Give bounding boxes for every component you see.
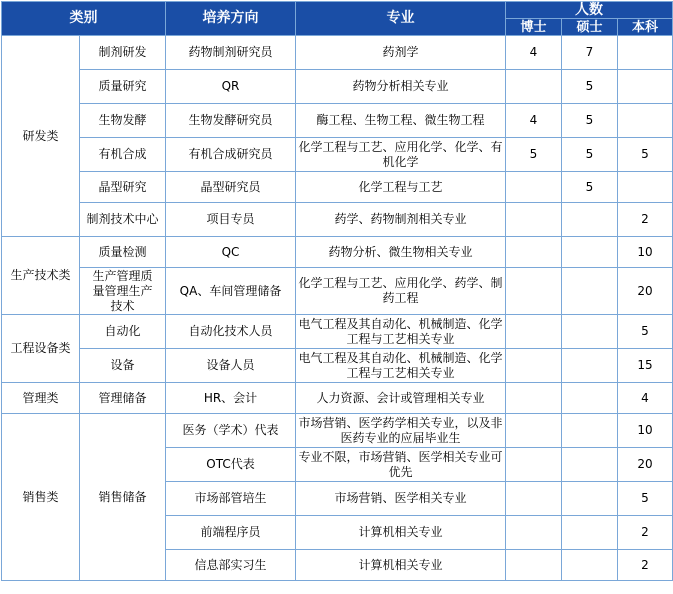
row-phd: [506, 172, 562, 203]
row-direction: 项目专员: [166, 203, 296, 237]
header-master: 硕士: [562, 19, 618, 36]
header-direction: 培养方向: [166, 2, 296, 36]
row-phd: [506, 550, 562, 581]
group-eng: 工程设备类: [2, 315, 80, 383]
row-phd: [506, 349, 562, 383]
row-bachelor: 2: [618, 516, 673, 550]
row-master: 5: [562, 138, 618, 172]
table-row: [2, 268, 673, 315]
row-direction: QC: [166, 237, 296, 268]
row-phd: [506, 268, 562, 315]
row-major: 人力资源、会计或管理相关专业: [296, 383, 506, 414]
row-sub: 生产管理质量管理生产技术: [80, 268, 166, 315]
row-phd: [506, 315, 562, 349]
row-major: 化学工程与工艺: [296, 172, 506, 203]
row-master: 5: [562, 104, 618, 138]
row-master: [562, 237, 618, 268]
header-phd: 博士: [506, 19, 562, 36]
row-direction: 信息部实习生: [166, 550, 296, 581]
row-direction: QA、车间管理储备: [166, 268, 296, 315]
row-sub: 晶型研究: [80, 172, 166, 203]
table-row: [2, 36, 673, 70]
row-direction: 设备人员: [166, 349, 296, 383]
row-direction: QR: [166, 70, 296, 104]
row-major: 计算机相关专业: [296, 516, 506, 550]
row-direction: 生物发酵研究员: [166, 104, 296, 138]
recruitment-table: [1, 1, 673, 581]
row-bachelor: 4: [618, 383, 673, 414]
row-phd: 4: [506, 104, 562, 138]
table-row: [2, 414, 673, 448]
row-sub: 制剂研发: [80, 36, 166, 70]
row-bachelor: [618, 70, 673, 104]
group-prod: 生产技术类: [2, 237, 80, 315]
table-row: [2, 203, 673, 237]
row-sub: 管理储备: [80, 383, 166, 414]
row-direction: 晶型研究员: [166, 172, 296, 203]
row-major: 酶工程、生物工程、微生物工程: [296, 104, 506, 138]
row-bachelor: 2: [618, 203, 673, 237]
group-rd: 研发类: [2, 36, 80, 237]
row-major: 药物分析相关专业: [296, 70, 506, 104]
row-bachelor: 20: [618, 448, 673, 482]
row-master: [562, 349, 618, 383]
table-row: [2, 315, 673, 349]
row-master: [562, 268, 618, 315]
row-bachelor: [618, 104, 673, 138]
header-count: 人数: [506, 2, 673, 19]
row-bachelor: 2: [618, 550, 673, 581]
row-master: [562, 482, 618, 516]
row-direction: 药物制剂研究员: [166, 36, 296, 70]
row-sub: 质量研究: [80, 70, 166, 104]
row-major: 市场营销、医学相关专业: [296, 482, 506, 516]
row-major: 化学工程与工艺、应用化学、化学、有机化学: [296, 138, 506, 172]
row-sub: 自动化: [80, 315, 166, 349]
header-bachelor: 本科: [618, 19, 673, 36]
row-direction: HR、会计: [166, 383, 296, 414]
row-phd: [506, 203, 562, 237]
row-direction: 市场部管培生: [166, 482, 296, 516]
row-sub: 销售储备: [80, 414, 166, 581]
table-row: [2, 70, 673, 104]
row-master: 7: [562, 36, 618, 70]
row-major: 药剂学: [296, 36, 506, 70]
row-major: 专业不限，市场营销、医学相关专业可优先: [296, 448, 506, 482]
row-bachelor: 5: [618, 482, 673, 516]
table-row: [2, 138, 673, 172]
row-direction: OTC代表: [166, 448, 296, 482]
row-phd: [506, 237, 562, 268]
row-direction: 医务（学术）代表: [166, 414, 296, 448]
row-phd: [506, 383, 562, 414]
header-category: 类别: [2, 2, 166, 36]
row-sub: 制剂技术中心: [80, 203, 166, 237]
row-direction: 前端程序员: [166, 516, 296, 550]
row-phd: 5: [506, 138, 562, 172]
row-master: [562, 516, 618, 550]
row-phd: 4: [506, 36, 562, 70]
row-sub: 生物发酵: [80, 104, 166, 138]
row-master: [562, 315, 618, 349]
table-row: [2, 237, 673, 268]
row-major: 电气工程及其自动化、机械制造、化学工程与工艺相关专业: [296, 349, 506, 383]
row-sub: 设备: [80, 349, 166, 383]
row-master: [562, 550, 618, 581]
row-phd: [506, 414, 562, 448]
row-bachelor: 10: [618, 414, 673, 448]
row-bachelor: 10: [618, 237, 673, 268]
row-master: [562, 383, 618, 414]
row-bachelor: [618, 172, 673, 203]
row-phd: [506, 448, 562, 482]
row-major: 电气工程及其自动化、机械制造、化学工程与工艺相关专业: [296, 315, 506, 349]
row-sub: 质量检测: [80, 237, 166, 268]
row-bachelor: 15: [618, 349, 673, 383]
row-phd: [506, 70, 562, 104]
row-sub: 有机合成: [80, 138, 166, 172]
row-bachelor: 20: [618, 268, 673, 315]
row-major: 药学、药物制剂相关专业: [296, 203, 506, 237]
row-major: 计算机相关专业: [296, 550, 506, 581]
row-phd: [506, 516, 562, 550]
row-major: 药物分析、微生物相关专业: [296, 237, 506, 268]
row-master: [562, 203, 618, 237]
row-phd: [506, 482, 562, 516]
group-mgmt: 管理类: [2, 383, 80, 414]
row-direction: 自动化技术人员: [166, 315, 296, 349]
header-major: 专业: [296, 2, 506, 36]
row-bachelor: 5: [618, 138, 673, 172]
row-bachelor: [618, 36, 673, 70]
table-row: [2, 104, 673, 138]
row-direction: 有机合成研究员: [166, 138, 296, 172]
row-master: 5: [562, 70, 618, 104]
row-bachelor: 5: [618, 315, 673, 349]
table-row: [2, 383, 673, 414]
table-row: [2, 349, 673, 383]
row-master: [562, 414, 618, 448]
group-sales: 销售类: [2, 414, 80, 581]
row-major: 市场营销、医学药学相关专业，以及非医药专业的应届毕业生: [296, 414, 506, 448]
row-master: 5: [562, 172, 618, 203]
table-row: [2, 172, 673, 203]
row-major: 化学工程与工艺、应用化学、药学、制药工程: [296, 268, 506, 315]
row-master: [562, 448, 618, 482]
